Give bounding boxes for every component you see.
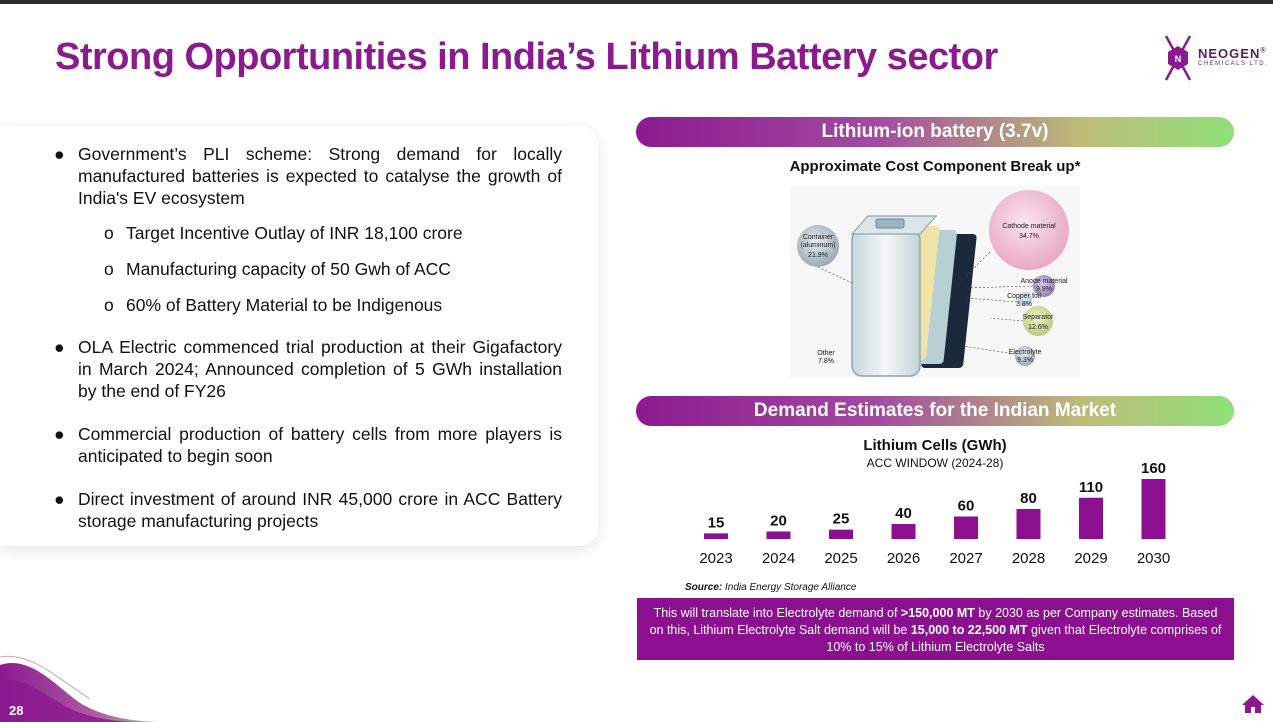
x-tick-label: 2029 bbox=[1074, 550, 1108, 567]
x-tick-label: 2030 bbox=[1136, 550, 1171, 567]
bullet-pli-scheme bbox=[54, 143, 562, 209]
neogen-logo-icon bbox=[1160, 34, 1196, 82]
logo-subtitle: CHEMICALS LTD. bbox=[1198, 61, 1269, 67]
x-tick-label: 2026 bbox=[886, 550, 921, 567]
x-tick-label: 2025 bbox=[824, 550, 858, 567]
container-label-1: Container bbox=[802, 234, 834, 241]
bullet-text: Commercial production of battery cells from more players is anticipated to begin soon bbox=[78, 424, 562, 466]
bar-2023 bbox=[704, 533, 728, 539]
chart-title: Lithium Cells (GWh) bbox=[863, 437, 1007, 454]
source-label: Source: bbox=[685, 582, 723, 593]
note-text-2: by 2030 as per Company estimates. Based on this, Lithium Electrolyte Salt demand will be bbox=[649, 606, 1218, 637]
svg-text:N: N bbox=[1174, 54, 1182, 64]
anode-pct: 9.9% bbox=[1036, 286, 1052, 293]
copper-foil-label: Copper foil bbox=[1007, 293, 1041, 300]
sub-bullet-text: 60% of Battery Material to be Indigenous bbox=[126, 295, 443, 315]
bar-value-label: 40 bbox=[895, 505, 912, 522]
battery-section-header: Lithium-ion battery (3.7v) bbox=[636, 117, 1234, 147]
sub-bullet-capacity bbox=[104, 258, 451, 280]
x-tick-label: 2028 bbox=[1011, 550, 1046, 567]
x-tick-label: 2024 bbox=[761, 550, 796, 567]
bar-value-label: 25 bbox=[832, 510, 850, 528]
cathode-pct: 34.7% bbox=[1019, 233, 1039, 240]
container-pct: 21.9% bbox=[808, 252, 828, 259]
sub-bullet-text: Manufacturing capacity of 50 Gwh of ACC bbox=[126, 259, 451, 279]
container-label-2: (aluminum) bbox=[800, 242, 836, 249]
company-logo bbox=[1160, 34, 1270, 84]
bullet-text: Government’s PLI scheme: Strong demand for locally manufactured batteries is expected to catalyse the growth of India's EV ecosystem bbox=[78, 144, 562, 208]
battery-illustration-icon bbox=[852, 216, 977, 376]
bullet-commercial-production bbox=[54, 423, 562, 467]
separator-pct: 12.6% bbox=[1028, 324, 1048, 331]
cathode-label: Cathode material bbox=[1002, 223, 1056, 230]
sub-bullet-indigenous bbox=[104, 294, 442, 316]
sub-bullet-marker: o bbox=[104, 223, 114, 243]
separator-bubble bbox=[1023, 306, 1053, 336]
page-number: 28 bbox=[9, 703, 24, 718]
bullet-text: Direct investment of around INR 45,000 crore in ACC Battery storage manufacturing projects bbox=[78, 489, 562, 531]
bar-value-label: 80 bbox=[1020, 490, 1037, 507]
bar-2025 bbox=[829, 530, 853, 539]
bar-value-label: 15 bbox=[707, 514, 725, 532]
page-title: Strong Opportunities in India’s Lithium Battery sector bbox=[55, 36, 998, 78]
bar-2027 bbox=[954, 517, 978, 540]
x-tick-label: 2023 bbox=[699, 550, 733, 567]
bar-2029 bbox=[1079, 498, 1103, 539]
lithium-cells-bar-chart bbox=[680, 462, 1200, 572]
electrolyte-label: Electrolyte bbox=[1008, 349, 1042, 356]
battery-cost-diagram bbox=[790, 186, 1080, 378]
copper-foil-pct: 3.8% bbox=[1016, 301, 1032, 308]
bar-2026 bbox=[892, 524, 916, 539]
bar-value-label: 110 bbox=[1078, 478, 1104, 496]
note-text-1: This will translate into Electrolyte demand of bbox=[653, 606, 901, 620]
cathode-bubble bbox=[989, 190, 1069, 270]
chart-subtitle: ACC WINDOW (2024-28) bbox=[866, 456, 1004, 470]
bar-value-label: 160 bbox=[1140, 462, 1167, 477]
bar-value-label: 20 bbox=[770, 512, 787, 530]
electrolyte-demand-note bbox=[637, 598, 1234, 660]
x-tick-label: 2027 bbox=[949, 550, 983, 567]
cost-breakup-title: Approximate Cost Component Break up* bbox=[789, 158, 1081, 175]
bullet-marker: ● bbox=[54, 144, 65, 164]
source-text: India Energy Storage Alliance bbox=[725, 582, 857, 593]
note-text-3: given that Electrolyte comprises of 10% to 15% of Lithium Electrolyte Salts bbox=[826, 623, 1222, 654]
bullet-text: OLA Electric commenced trial production at their Gigafactory in March 2024; Announced completion of 5 GWh installation by the end of FY26 bbox=[78, 337, 562, 401]
anode-label: Anode material bbox=[1020, 278, 1068, 285]
note-highlight-1: >150,000 MT bbox=[900, 606, 975, 620]
other-pct: 7.8% bbox=[818, 358, 834, 365]
electrolyte-pct: 9.3% bbox=[1017, 357, 1033, 364]
note-highlight-2: 15,000 to 22,500 MT bbox=[910, 623, 1028, 637]
sub-bullet-marker: o bbox=[104, 259, 114, 279]
sub-bullet-marker: o bbox=[104, 295, 114, 315]
bullet-marker: ● bbox=[54, 337, 65, 357]
bullet-ola-electric bbox=[54, 336, 562, 402]
bullet-marker: ● bbox=[54, 424, 65, 444]
bar-2028 bbox=[1017, 509, 1041, 539]
bullet-direct-investment bbox=[54, 488, 562, 532]
logo-name: NEOGEN® bbox=[1198, 46, 1267, 61]
chart-source bbox=[685, 582, 856, 593]
bar-value-label: 60 bbox=[957, 497, 975, 515]
bullet-marker: ● bbox=[54, 489, 65, 509]
top-bar bbox=[0, 0, 1273, 4]
home-icon[interactable] bbox=[1241, 694, 1265, 714]
decorative-wave bbox=[0, 655, 160, 722]
other-label: Other bbox=[817, 350, 835, 357]
sub-bullet-text: Target Incentive Outlay of INR 18,100 crore bbox=[126, 223, 463, 243]
bar-2030 bbox=[1142, 479, 1166, 539]
bar-2024 bbox=[767, 532, 791, 540]
sub-bullet-incentive bbox=[104, 222, 463, 244]
demand-section-header: Demand Estimates for the Indian Market bbox=[636, 396, 1234, 426]
separator-label: Separator bbox=[1022, 314, 1054, 321]
